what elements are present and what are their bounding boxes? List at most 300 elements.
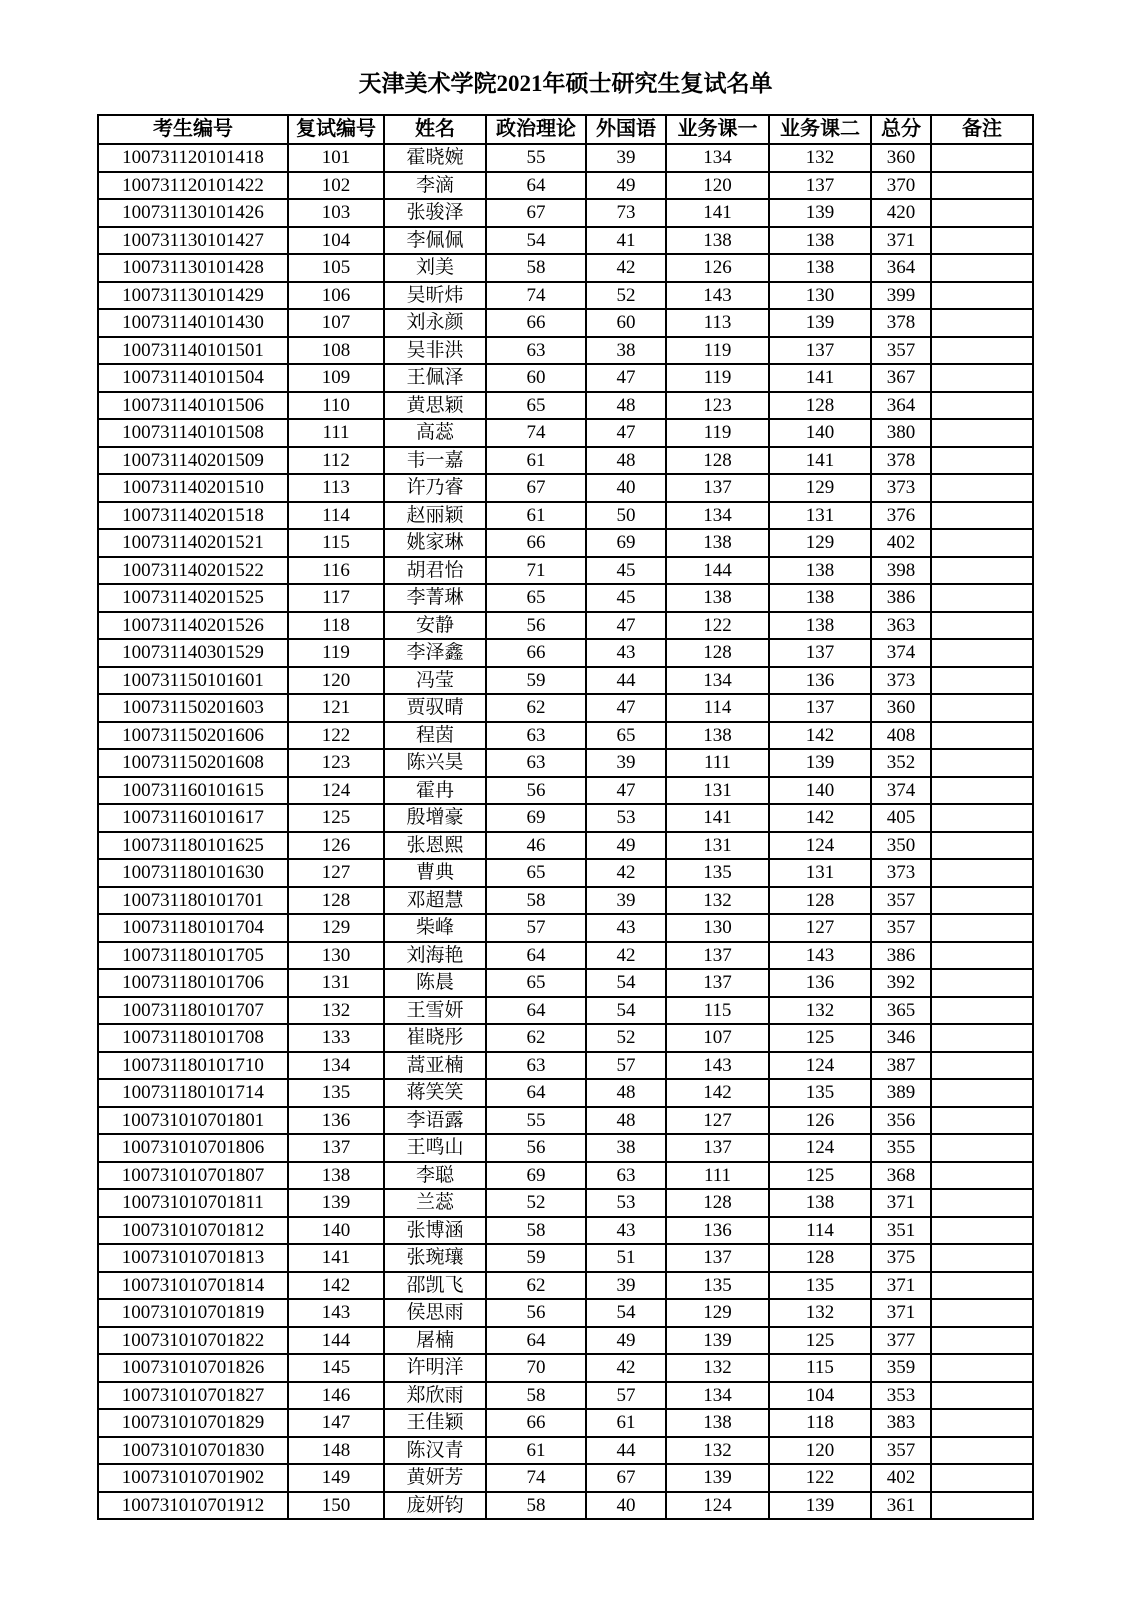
cell-remark [931, 557, 1033, 585]
cell-course-1: 126 [666, 254, 769, 282]
cell-course-2: 142 [769, 722, 871, 750]
cell-politics: 56 [486, 612, 586, 640]
cell-remark [931, 1134, 1033, 1162]
cell-course-1: 113 [666, 309, 769, 337]
cell-foreign-language: 47 [586, 364, 666, 392]
cell-name: 屠楠 [384, 1327, 486, 1355]
table-row [98, 557, 1033, 585]
cell-candidate-no: 100731180101701 [98, 887, 288, 915]
cell-retest-no: 122 [288, 722, 384, 750]
cell-course-1: 132 [666, 887, 769, 915]
cell-remark [931, 392, 1033, 420]
cell-retest-no: 146 [288, 1382, 384, 1410]
table-row [98, 1079, 1033, 1107]
cell-politics: 54 [486, 227, 586, 255]
cell-total: 360 [871, 694, 931, 722]
cell-name: 刘海艳 [384, 942, 486, 970]
cell-candidate-no: 100731180101714 [98, 1079, 288, 1107]
cell-course-1: 131 [666, 777, 769, 805]
cell-remark [931, 1189, 1033, 1217]
table-row [98, 832, 1033, 860]
cell-foreign-language: 52 [586, 282, 666, 310]
table-row [98, 447, 1033, 475]
cell-name: 程茵 [384, 722, 486, 750]
cell-total: 405 [871, 804, 931, 832]
cell-foreign-language: 41 [586, 227, 666, 255]
table-row [98, 887, 1033, 915]
cell-politics: 67 [486, 474, 586, 502]
cell-politics: 63 [486, 749, 586, 777]
cell-candidate-no: 100731010701812 [98, 1217, 288, 1245]
cell-foreign-language: 73 [586, 199, 666, 227]
cell-foreign-language: 44 [586, 667, 666, 695]
cell-total: 392 [871, 969, 931, 997]
cell-politics: 74 [486, 1464, 586, 1492]
cell-total: 346 [871, 1024, 931, 1052]
table-row [98, 639, 1033, 667]
cell-foreign-language: 49 [586, 172, 666, 200]
cell-politics: 66 [486, 639, 586, 667]
cell-name: 兰蕊 [384, 1189, 486, 1217]
cell-course-1: 115 [666, 997, 769, 1025]
cell-candidate-no: 100731010701827 [98, 1382, 288, 1410]
cell-retest-no: 107 [288, 309, 384, 337]
table-row [98, 144, 1033, 172]
cell-name: 张骏泽 [384, 199, 486, 227]
cell-remark [931, 474, 1033, 502]
cell-name: 陈兴昊 [384, 749, 486, 777]
cell-course-2: 137 [769, 172, 871, 200]
cell-course-2: 129 [769, 529, 871, 557]
cell-course-1: 139 [666, 1327, 769, 1355]
cell-course-1: 134 [666, 667, 769, 695]
cell-retest-no: 119 [288, 639, 384, 667]
cell-politics: 65 [486, 969, 586, 997]
cell-foreign-language: 65 [586, 722, 666, 750]
cell-course-2: 118 [769, 1409, 871, 1437]
cell-remark [931, 722, 1033, 750]
cell-candidate-no: 100731180101704 [98, 914, 288, 942]
cell-remark [931, 1107, 1033, 1135]
cell-foreign-language: 38 [586, 337, 666, 365]
cell-course-2: 137 [769, 337, 871, 365]
cell-retest-no: 138 [288, 1162, 384, 1190]
table-row [98, 502, 1033, 530]
table-row [98, 1354, 1033, 1382]
table-row [98, 1437, 1033, 1465]
table-row [98, 172, 1033, 200]
cell-politics: 70 [486, 1354, 586, 1382]
table-row [98, 337, 1033, 365]
cell-politics: 64 [486, 1079, 586, 1107]
cell-name: 吴非洪 [384, 337, 486, 365]
table-row [98, 1272, 1033, 1300]
cell-course-1: 138 [666, 1409, 769, 1437]
cell-retest-no: 137 [288, 1134, 384, 1162]
cell-course-1: 131 [666, 832, 769, 860]
cell-candidate-no: 100731010701822 [98, 1327, 288, 1355]
cell-candidate-no: 100731010701830 [98, 1437, 288, 1465]
table-row [98, 914, 1033, 942]
cell-remark [931, 172, 1033, 200]
cell-total: 357 [871, 887, 931, 915]
cell-course-1: 137 [666, 1244, 769, 1272]
cell-retest-no: 135 [288, 1079, 384, 1107]
cell-politics: 65 [486, 584, 586, 612]
cell-course-2: 140 [769, 419, 871, 447]
cell-remark [931, 309, 1033, 337]
cell-foreign-language: 42 [586, 942, 666, 970]
cell-politics: 57 [486, 914, 586, 942]
cell-total: 386 [871, 584, 931, 612]
cell-total: 420 [871, 199, 931, 227]
cell-retest-no: 102 [288, 172, 384, 200]
cell-course-1: 132 [666, 1354, 769, 1382]
cell-total: 398 [871, 557, 931, 585]
cell-politics: 56 [486, 1134, 586, 1162]
cell-course-1: 139 [666, 1464, 769, 1492]
cell-remark [931, 282, 1033, 310]
cell-course-1: 119 [666, 337, 769, 365]
cell-name: 邓超慧 [384, 887, 486, 915]
cell-course-2: 139 [769, 749, 871, 777]
cell-remark [931, 667, 1033, 695]
cell-candidate-no: 100731140101508 [98, 419, 288, 447]
cell-politics: 61 [486, 1437, 586, 1465]
cell-remark [931, 1354, 1033, 1382]
cell-foreign-language: 44 [586, 1437, 666, 1465]
table-row [98, 1217, 1033, 1245]
cell-foreign-language: 53 [586, 1189, 666, 1217]
cell-total: 365 [871, 997, 931, 1025]
cell-course-2: 135 [769, 1272, 871, 1300]
cell-name: 曹典 [384, 859, 486, 887]
cell-name: 王佩泽 [384, 364, 486, 392]
cell-retest-no: 144 [288, 1327, 384, 1355]
cell-retest-no: 145 [288, 1354, 384, 1382]
cell-retest-no: 108 [288, 337, 384, 365]
cell-remark [931, 254, 1033, 282]
header-foreign-language: 外国语 [586, 115, 666, 144]
cell-candidate-no: 100731140301529 [98, 639, 288, 667]
cell-politics: 74 [486, 282, 586, 310]
cell-retest-no: 127 [288, 859, 384, 887]
cell-remark [931, 1217, 1033, 1245]
cell-course-2: 132 [769, 144, 871, 172]
table-row [98, 584, 1033, 612]
cell-politics: 65 [486, 392, 586, 420]
cell-course-2: 138 [769, 1189, 871, 1217]
cell-course-1: 134 [666, 144, 769, 172]
cell-candidate-no: 100731140201518 [98, 502, 288, 530]
cell-total: 367 [871, 364, 931, 392]
cell-name: 李佩佩 [384, 227, 486, 255]
cell-course-2: 127 [769, 914, 871, 942]
cell-politics: 58 [486, 254, 586, 282]
cell-foreign-language: 40 [586, 474, 666, 502]
cell-retest-no: 130 [288, 942, 384, 970]
cell-retest-no: 121 [288, 694, 384, 722]
cell-remark [931, 832, 1033, 860]
cell-remark [931, 804, 1033, 832]
cell-retest-no: 116 [288, 557, 384, 585]
cell-politics: 56 [486, 777, 586, 805]
cell-candidate-no: 100731130101426 [98, 199, 288, 227]
cell-politics: 46 [486, 832, 586, 860]
cell-remark [931, 1024, 1033, 1052]
cell-candidate-no: 100731010701811 [98, 1189, 288, 1217]
cell-politics: 62 [486, 694, 586, 722]
cell-foreign-language: 47 [586, 777, 666, 805]
cell-name: 霍晓婉 [384, 144, 486, 172]
cell-politics: 55 [486, 144, 586, 172]
table-row [98, 1189, 1033, 1217]
cell-course-1: 128 [666, 639, 769, 667]
cell-politics: 67 [486, 199, 586, 227]
cell-retest-no: 117 [288, 584, 384, 612]
cell-remark [931, 1244, 1033, 1272]
cell-total: 387 [871, 1052, 931, 1080]
cell-name: 霍冉 [384, 777, 486, 805]
cell-politics: 58 [486, 1382, 586, 1410]
cell-total: 351 [871, 1217, 931, 1245]
cell-politics: 58 [486, 1217, 586, 1245]
table-row [98, 1492, 1033, 1520]
cell-remark [931, 997, 1033, 1025]
cell-candidate-no: 100731130101429 [98, 282, 288, 310]
cell-retest-no: 141 [288, 1244, 384, 1272]
cell-foreign-language: 38 [586, 1134, 666, 1162]
cell-name: 刘永颜 [384, 309, 486, 337]
cell-total: 402 [871, 529, 931, 557]
table-row [98, 309, 1033, 337]
cell-politics: 59 [486, 667, 586, 695]
cell-name: 王佳颖 [384, 1409, 486, 1437]
cell-remark [931, 1272, 1033, 1300]
cell-course-1: 128 [666, 1189, 769, 1217]
cell-total: 371 [871, 1299, 931, 1327]
cell-retest-no: 115 [288, 529, 384, 557]
cell-course-1: 141 [666, 199, 769, 227]
cell-foreign-language: 53 [586, 804, 666, 832]
cell-course-1: 128 [666, 447, 769, 475]
cell-foreign-language: 39 [586, 1272, 666, 1300]
cell-course-1: 143 [666, 1052, 769, 1080]
cell-foreign-language: 49 [586, 832, 666, 860]
cell-course-1: 134 [666, 1382, 769, 1410]
cell-politics: 58 [486, 887, 586, 915]
cell-candidate-no: 100731160101617 [98, 804, 288, 832]
cell-course-2: 136 [769, 667, 871, 695]
cell-name: 蒿亚楠 [384, 1052, 486, 1080]
cell-retest-no: 149 [288, 1464, 384, 1492]
cell-politics: 66 [486, 309, 586, 337]
cell-politics: 62 [486, 1272, 586, 1300]
cell-course-1: 137 [666, 969, 769, 997]
cell-name: 黄思颖 [384, 392, 486, 420]
cell-retest-no: 109 [288, 364, 384, 392]
cell-total: 359 [871, 1354, 931, 1382]
cell-foreign-language: 48 [586, 447, 666, 475]
cell-course-2: 124 [769, 832, 871, 860]
cell-course-2: 136 [769, 969, 871, 997]
cell-name: 许明洋 [384, 1354, 486, 1382]
cell-course-1: 129 [666, 1299, 769, 1327]
cell-course-1: 138 [666, 722, 769, 750]
cell-course-2: 128 [769, 392, 871, 420]
cell-politics: 69 [486, 1162, 586, 1190]
cell-candidate-no: 100731010701806 [98, 1134, 288, 1162]
cell-politics: 66 [486, 1409, 586, 1437]
cell-candidate-no: 100731140201509 [98, 447, 288, 475]
cell-candidate-no: 100731180101710 [98, 1052, 288, 1080]
cell-candidate-no: 100731150201608 [98, 749, 288, 777]
cell-retest-no: 133 [288, 1024, 384, 1052]
cell-foreign-language: 63 [586, 1162, 666, 1190]
cell-retest-no: 147 [288, 1409, 384, 1437]
cell-course-2: 138 [769, 612, 871, 640]
cell-candidate-no: 100731140201526 [98, 612, 288, 640]
cell-foreign-language: 54 [586, 1299, 666, 1327]
header-candidate-no: 考生编号 [98, 115, 288, 144]
cell-remark [931, 447, 1033, 475]
cell-name: 陈晨 [384, 969, 486, 997]
cell-foreign-language: 48 [586, 1079, 666, 1107]
cell-remark [931, 914, 1033, 942]
cell-total: 374 [871, 639, 931, 667]
cell-name: 安静 [384, 612, 486, 640]
cell-course-1: 107 [666, 1024, 769, 1052]
cell-name: 黄妍芳 [384, 1464, 486, 1492]
cell-retest-no: 113 [288, 474, 384, 502]
cell-course-1: 137 [666, 942, 769, 970]
cell-candidate-no: 100731180101706 [98, 969, 288, 997]
cell-total: 373 [871, 474, 931, 502]
cell-name: 陈汉青 [384, 1437, 486, 1465]
cell-remark [931, 584, 1033, 612]
cell-name: 韦一嘉 [384, 447, 486, 475]
cell-course-2: 143 [769, 942, 871, 970]
cell-foreign-language: 47 [586, 419, 666, 447]
cell-candidate-no: 100731140101430 [98, 309, 288, 337]
cell-total: 355 [871, 1134, 931, 1162]
cell-remark [931, 942, 1033, 970]
cell-total: 386 [871, 942, 931, 970]
cell-retest-no: 114 [288, 502, 384, 530]
cell-course-1: 114 [666, 694, 769, 722]
cell-total: 377 [871, 1327, 931, 1355]
cell-candidate-no: 100731140201510 [98, 474, 288, 502]
cell-politics: 64 [486, 1327, 586, 1355]
cell-total: 352 [871, 749, 931, 777]
cell-course-2: 139 [769, 1492, 871, 1520]
cell-remark [931, 1327, 1033, 1355]
cell-retest-no: 143 [288, 1299, 384, 1327]
table-row [98, 474, 1033, 502]
cell-foreign-language: 45 [586, 584, 666, 612]
table-row [98, 859, 1033, 887]
cell-candidate-no: 100731180101625 [98, 832, 288, 860]
table-header-row [98, 115, 1033, 144]
cell-course-2: 131 [769, 859, 871, 887]
cell-candidate-no: 100731010701814 [98, 1272, 288, 1300]
cell-course-1: 138 [666, 529, 769, 557]
cell-course-2: 124 [769, 1134, 871, 1162]
cell-candidate-no: 100731150201606 [98, 722, 288, 750]
cell-candidate-no: 100731120101418 [98, 144, 288, 172]
cell-total: 378 [871, 447, 931, 475]
table-row [98, 612, 1033, 640]
cell-candidate-no: 100731140201525 [98, 584, 288, 612]
cell-name: 张琬瓖 [384, 1244, 486, 1272]
cell-retest-no: 136 [288, 1107, 384, 1135]
cell-remark [931, 419, 1033, 447]
cell-name: 王雪妍 [384, 997, 486, 1025]
table-row [98, 942, 1033, 970]
cell-remark [931, 1162, 1033, 1190]
cell-foreign-language: 43 [586, 914, 666, 942]
table-row [98, 804, 1033, 832]
cell-foreign-language: 48 [586, 392, 666, 420]
cell-retest-no: 104 [288, 227, 384, 255]
cell-course-2: 128 [769, 887, 871, 915]
cell-retest-no: 126 [288, 832, 384, 860]
cell-total: 373 [871, 859, 931, 887]
cell-course-1: 138 [666, 227, 769, 255]
cell-candidate-no: 100731010701801 [98, 1107, 288, 1135]
cell-name: 李菁琳 [384, 584, 486, 612]
cell-remark [931, 639, 1033, 667]
cell-course-2: 128 [769, 1244, 871, 1272]
cell-name: 吴昕炜 [384, 282, 486, 310]
table-row [98, 254, 1033, 282]
cell-total: 371 [871, 1189, 931, 1217]
cell-course-2: 115 [769, 1354, 871, 1382]
cell-course-2: 104 [769, 1382, 871, 1410]
cell-course-1: 136 [666, 1217, 769, 1245]
cell-course-1: 130 [666, 914, 769, 942]
cell-course-2: 138 [769, 584, 871, 612]
cell-course-1: 137 [666, 1134, 769, 1162]
cell-total: 374 [871, 777, 931, 805]
cell-total: 363 [871, 612, 931, 640]
cell-course-1: 138 [666, 584, 769, 612]
cell-retest-no: 132 [288, 997, 384, 1025]
cell-course-2: 122 [769, 1464, 871, 1492]
cell-politics: 74 [486, 419, 586, 447]
cell-course-2: 129 [769, 474, 871, 502]
cell-remark [931, 1437, 1033, 1465]
cell-remark [931, 1492, 1033, 1520]
table-row [98, 1299, 1033, 1327]
cell-foreign-language: 48 [586, 1107, 666, 1135]
cell-name: 李语露 [384, 1107, 486, 1135]
cell-retest-no: 142 [288, 1272, 384, 1300]
cell-candidate-no: 100731180101708 [98, 1024, 288, 1052]
cell-total: 368 [871, 1162, 931, 1190]
cell-name: 侯思雨 [384, 1299, 486, 1327]
cell-retest-no: 124 [288, 777, 384, 805]
cell-course-1: 127 [666, 1107, 769, 1135]
table-row [98, 282, 1033, 310]
cell-candidate-no: 100731010701829 [98, 1409, 288, 1437]
table-row [98, 1382, 1033, 1410]
cell-course-2: 142 [769, 804, 871, 832]
cell-candidate-no: 100731180101707 [98, 997, 288, 1025]
cell-course-2: 138 [769, 254, 871, 282]
cell-total: 357 [871, 914, 931, 942]
cell-name: 胡君怡 [384, 557, 486, 585]
